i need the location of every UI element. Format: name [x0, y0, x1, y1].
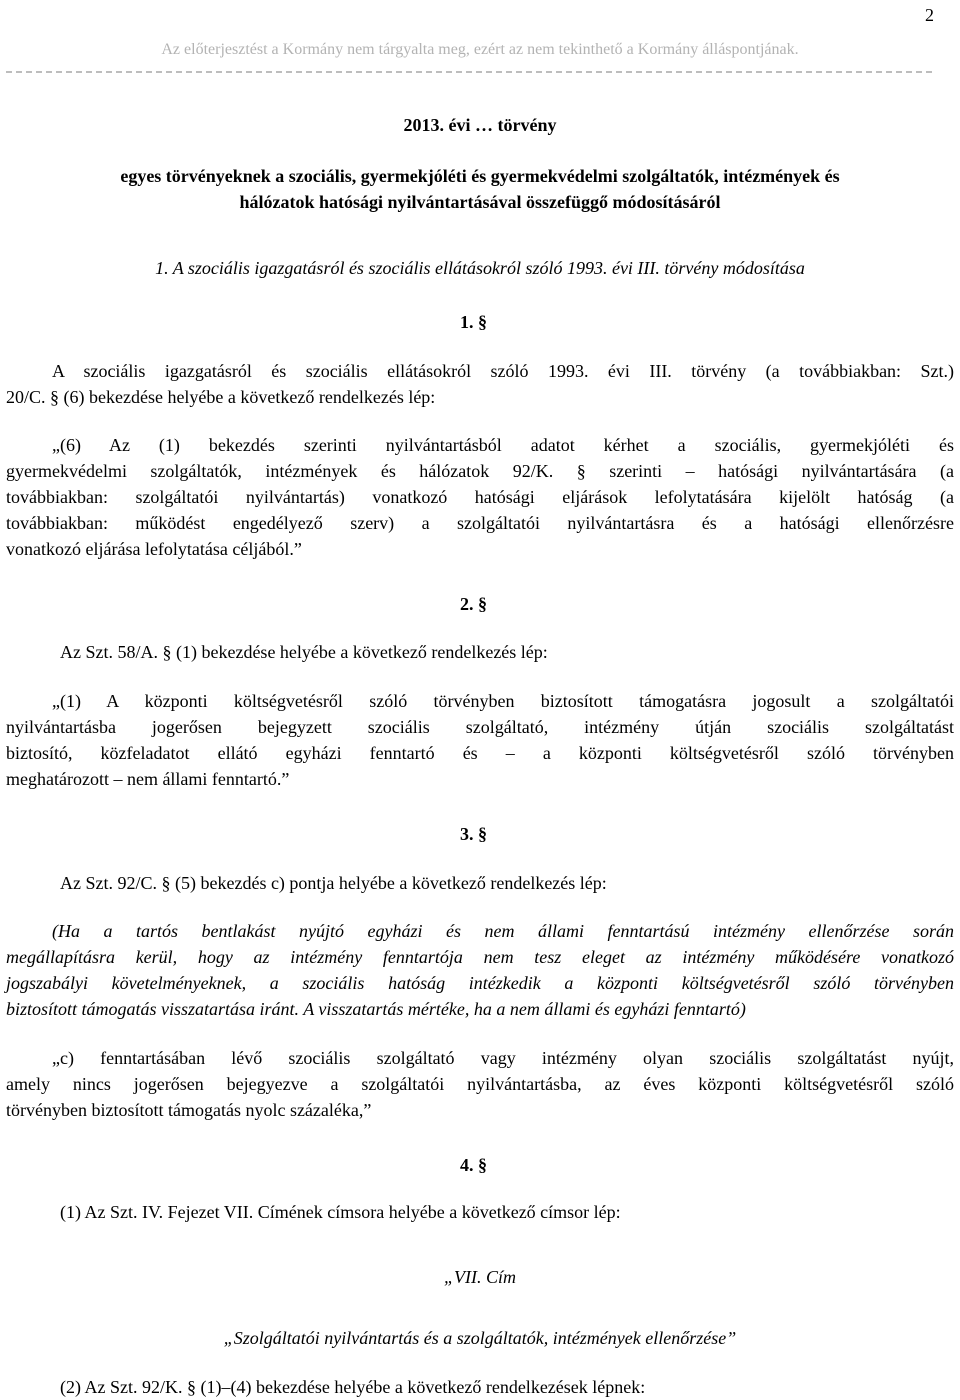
law-title: 2013. évi … törvény — [403, 115, 557, 135]
law-subtitle-line-2: hálózatok hatósági nyilvántartásával összefüggő módosításáról — [239, 192, 721, 212]
section-4-para-2: (2) Az Szt. 92/K. § (1)–(4) bekezdése helyébe a következő rendelkezések lépnek: — [60, 1377, 646, 1397]
section-4-quote-subtitle: „Szolgáltatói nyilvántartás és a szolgáltatók, intézmények ellenőrzése” — [223, 1328, 737, 1348]
section-3-context-line-4: biztosított támogatás visszatartása iránt. A visszatartás mértéke, ha a nem állami és egyházi fenntartó) — [6, 999, 746, 1019]
section-1-quote-line-5: vonatkozó eljárása lefolytatása céljából.” — [6, 539, 302, 559]
section-2-quote-line-3: biztosító, közfeladatot ellátó egyházi fenntartó és – a központi költségvetésről szóló törvényben — [6, 743, 954, 763]
page-number: 2 — [925, 5, 934, 25]
law-subtitle-line-1: egyes törvényeknek a szociális, gyermekjóléti és gyermekvédelmi szolgáltatók, intézmények és — [120, 166, 840, 186]
section-2-intro: Az Szt. 58/A. § (1) bekezdése helyébe a következő rendelkezés lép: — [60, 642, 548, 662]
section-3-context-line-2: megállapításra kerül, hogy az intézmény fenntartója nem tesz eleget az intézmény működésére vonatkozó — [6, 947, 954, 967]
section-2-quote-line-1: „(1) A központi költségvetésről szóló törvényben biztosított támogatásra jogosult a szolgáltatói — [52, 691, 954, 711]
section-1-intro-line-1: A szociális igazgatásról és szociális ellátásokról szóló 1993. évi III. törvény (a továbbiakban: Szt.) — [52, 361, 954, 381]
section-3-number: 3. § — [460, 824, 487, 844]
section-4-quote-title: „VII. Cím — [444, 1267, 516, 1287]
section-2-quote-line-4: meghatározott – nem állami fenntartó.” — [6, 769, 290, 789]
section-1-quote-line-2: gyermekvédelmi szolgáltatók, intézmények és hálózatok 92/K. § szerinti – hatósági nyilvántartására (a — [6, 461, 954, 481]
dashed-separator — [6, 71, 932, 73]
section-4-para-1: (1) Az Szt. IV. Fejezet VII. Címének címsora helyébe a következő címsor lép: — [60, 1202, 621, 1222]
disclaimer-header: Az előterjesztést a Kormány nem tárgyalta meg, ezért az nem tekinthető a Kormány álláspontjának. — [161, 41, 799, 58]
section-2-quote-line-2: nyilvántartásba jogerősen bejegyzett szociális szolgáltató, intézmény útján szociális szolgáltatást — [6, 717, 954, 737]
section-3-quote-line-2: amely nincs jogerősen bejegyezve a szolgáltatói nyilvántartásba, az éves központi költségvetésről szóló — [6, 1074, 954, 1094]
section-3-context-line-3: jogszabályi követelményeknek, a szociális hatóság intézkedik a központi költségvetésről szóló törvényben — [6, 973, 954, 993]
section-1-intro-line-2: 20/C. § (6) bekezdése helyébe a következő rendelkezés lép: — [6, 387, 436, 407]
section-1-quote-line-1: „(6) Az (1) bekezdés szerinti nyilvántartásból adatot kérhet a szociális, gyermekjóléti és — [52, 435, 954, 455]
section-3-quote-line-1: „c) fenntartásában lévő szociális szolgáltató vagy intézmény olyan szociális szolgáltatást nyújt, — [52, 1048, 954, 1068]
chapter-1-heading: 1. A szociális igazgatásról és szociális ellátásokról szóló 1993. évi III. törvény módosítása — [155, 258, 805, 278]
section-3-quote-line-3: törvényben biztosított támogatás nyolc százaléka,” — [6, 1100, 372, 1120]
section-1-number: 1. § — [460, 312, 487, 332]
section-3-intro: Az Szt. 92/C. § (5) bekezdés c) pontja helyébe a következő rendelkezés lép: — [60, 873, 607, 893]
section-3-context-line-1: (Ha a tartós bentlakást nyújtó egyházi és nem állami fenntartású intézmény ellenőrzése során — [52, 921, 954, 941]
section-1-quote-line-3: továbbiakban: szolgáltatói nyilvántartás) vonatkozó hatósági eljárások lefolytatására kijelölt hatóság (a — [6, 487, 954, 507]
section-2-number: 2. § — [460, 594, 487, 614]
section-1-quote-line-4: továbbiakban: működést engedélyező szerv) a szolgáltatói nyilvántartásra és a hatósági ellenőrzésre — [6, 513, 954, 533]
section-4-number: 4. § — [460, 1155, 487, 1175]
